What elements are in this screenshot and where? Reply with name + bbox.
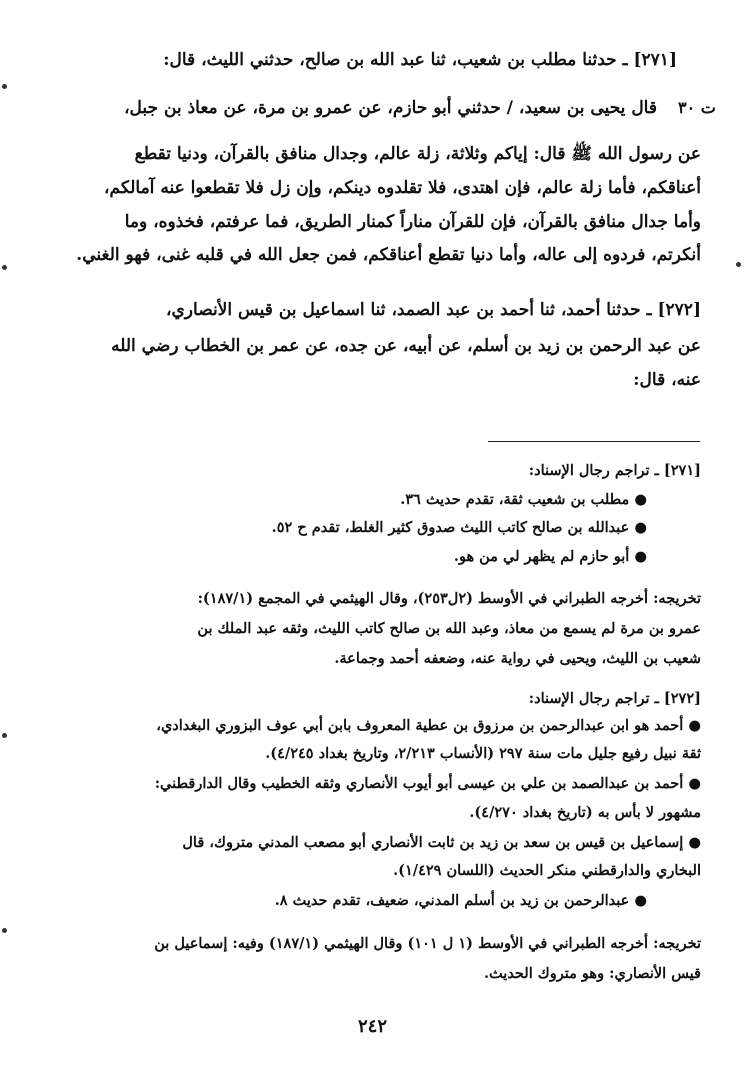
footnote-divider bbox=[488, 441, 700, 442]
notes-272-line: ثقة نبيل رفيع جليل مات سنة ٢٩٧ (الأنساب ٢/٢١٣، وتاريخ بغداد ٤/٢٤٥). bbox=[265, 745, 701, 762]
hadith-272-line: [٢٧٢] ـ حدثنا أحمد، ثنا أحمد بن عبد الصمد، ثنا اسماعيل بن قيس الأنصاري، bbox=[166, 300, 701, 320]
scan-speck bbox=[2, 928, 7, 933]
scan-speck bbox=[736, 262, 741, 267]
hadith-272-line: عنه، قال: bbox=[633, 370, 701, 390]
margin-reference: ت ٣٠ bbox=[678, 98, 716, 117]
hadith-271-line: أعناقكم، فأما زلة عالم، فإن اهتدى، فلا تقلدوه دينكم، وإن زل فلا تقطعوا عنه آمالكم، bbox=[104, 178, 701, 198]
hadith-271-line: قال يحيى بن سعيد، / حدثني أبو حازم، عن عمرو بن مرة، عن معاذ بن جبل، bbox=[124, 98, 657, 118]
notes-272-bullet: ● أحمد هو ابن عبدالرحمن بن مرزوق بن عطية المعروف بابن أبي عوف البزوري البغدادي، bbox=[156, 717, 701, 734]
hadith-271-line: أنكرتم، فردوه إلى عاله، وأما دنيا تقطع أعناقكم، فمن جعل الله في قلبه غنى، فهو الغني. bbox=[76, 245, 701, 265]
notes-271-bullet: ● مطلب بن شعيب ثقة، تقدم حديث ٣٦. bbox=[400, 491, 647, 508]
notes-272-line: البخاري والدارقطني منكر الحديث (اللسان ١/٤٢٩). bbox=[393, 862, 701, 879]
notes-272-bullet: ● أحمد بن عبدالصمد بن علي بن عيسى أبو أيوب الأنصاري وثقه الخطيب وقال الدارقطني: bbox=[154, 775, 701, 792]
page-number: ٢٤٢ bbox=[357, 1016, 387, 1037]
hadith-272-line: عن عبد الرحمن بن زيد بن أسلم، عن أبيه، عن جده، عن عمر بن الخطاب رضي الله bbox=[111, 336, 701, 356]
notes-271-takhrij: شعيب بن الليث، ويحيى في رواية عنه، وضعفه أحمد وجماعة. bbox=[334, 650, 701, 667]
notes-272-line: مشهور لا بأس به (تاريخ بغداد ٤/٢٧٠). bbox=[469, 804, 701, 821]
hadith-271-line: عن رسول الله ﷺ قال: إياكم وثلاثة، زلة عالم، وجدال منافق بالقرآن، ودنيا تقطع bbox=[134, 144, 701, 164]
notes-272-takhrij: قيس الأنصاري: وهو متروك الحديث. bbox=[484, 965, 701, 982]
notes-272-heading: [٢٧٢] ـ تراجم رجال الإسناد: bbox=[528, 690, 701, 707]
notes-272-bullet: ● إسماعيل بن قيس بن سعد بن زيد بن ثابت الأنصاري أبو مصعب المدني متروك، قال bbox=[182, 834, 701, 851]
notes-271-heading: [٢٧١] ـ تراجم رجال الإسناد: bbox=[528, 462, 701, 479]
scan-speck bbox=[2, 733, 7, 738]
notes-271-bullet: ● عبدالله بن صالح كاتب الليث صدوق كثير الغلط، تقدم ح ٥٢. bbox=[271, 519, 647, 536]
notes-271-takhrij: تخريجه: أخرجه الطبراني في الأوسط (٢ل٢٥٣)، وقال الهيثمي في المجمع (١٨٧/١): bbox=[197, 590, 701, 607]
scan-speck bbox=[2, 84, 7, 89]
hadith-271-line: [٢٧١] ـ حدثنا مطلب بن شعيب، ثنا عبد الله بن صالح، حدثني الليث، قال: bbox=[163, 50, 677, 70]
notes-272-takhrij: تخريجه: أخرجه الطبراني في الأوسط (١ ل ١٠١) وقال الهيثمي (١٨٧/١) وفيه: إسماعيل بن bbox=[154, 935, 701, 952]
scan-speck bbox=[2, 265, 7, 270]
hadith-271-line: وأما جدال منافق بالقرآن، فإن للقرآن مناراً كمنار الطريق، فما عرفتم، فخذوه، وما bbox=[124, 212, 701, 232]
notes-271-bullet: ● أبو حازم لم يظهر لي من هو. bbox=[453, 548, 647, 565]
notes-271-takhrij: عمرو بن مرة لم يسمع من معاذ، وعبد الله بن صالح كاتب الليث، وثقه عبد الملك بن bbox=[197, 620, 701, 637]
notes-272-bullet: ● عبدالرحمن بن زيد بن أسلم المدني، ضعيف، تقدم حديث ٨. bbox=[274, 892, 647, 909]
